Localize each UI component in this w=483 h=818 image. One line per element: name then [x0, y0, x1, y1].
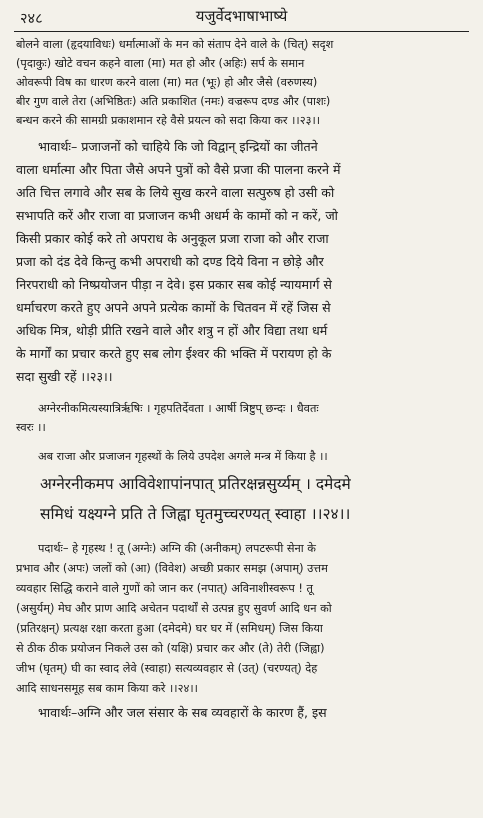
- text-line: बीर गुण वाले तेरा (अभिष्ठितः) अति प्रकाशित (नमः) वज्ररूप दण्ड और (पाशः): [16, 95, 331, 108]
- bhavarth-line: प्रजा को दंड देवे किन्तु कभी अपराधी को दण्ड दिये विना न छोड़े और: [16, 254, 324, 269]
- bhavarth-line: के मार्गों का प्रचार करते हुए सब लोग ईश्वर की भक्ति में परायण हो के: [16, 346, 332, 361]
- padarth-line: व्यवहार सिद्धि कराने वाले गुणों को जान कर (नपात्) अविनाशीस्वरूप ! तू: [16, 582, 313, 595]
- text-line: ओवरूपी विष का धारण करने वाला (मा) मत (भूः) हो और जैसे (वरुणस्य): [16, 76, 318, 89]
- rishi-line: अग्नेरनीकमित्यस्यात्रिर्ऋषिः । गृहपतिर्देवता । आर्षी त्रिष्टुप् छन्दः । धैवतः: [38, 402, 319, 415]
- bhavarth-line: सदा सुखी रहें ।।२३।।: [16, 369, 113, 384]
- mantra-line: अग्नेरनीकमप आविवेशापांनपात् प्रतिरक्षन्नसुर्य्यम् । दमेदमे: [40, 475, 351, 493]
- text-line: बन्धन करने की सामग्री प्रकाशमान रहे वैसे प्रयत्न को सदा किया कर ।।२३।।: [16, 114, 321, 127]
- mantra-line: समिधं यक्ष्यग्ने प्रति ते जिह्वा घृतमुच्चरण्यत् स्वाहा ।।२४।।: [40, 505, 351, 523]
- header-rule: [14, 31, 469, 32]
- bhavarth-line: वाला धर्मात्मा और पिता जैसे अपने पुत्रों को वैसे प्रजा की पालना करने में: [16, 162, 341, 177]
- bhavarth-line: किसी प्रकार कोई करे तो अपराध के अनुकूल प्रजा राजा को और राजा: [16, 231, 329, 246]
- bhavarth-line: धर्माचरण करते हुए अपने अपने प्रत्येक कामों के चितवन में रहें जिस से: [16, 300, 331, 315]
- text-line: (पृदाकुः) खोटे वचन कहने वाला (मा) मत हो और (अहिः) सर्प के समान: [16, 57, 305, 70]
- page-header: [14, 6, 469, 32]
- bhavarth-line: अति चित्त लगावे और सब के लिये सुख करने वाला सत्पुरुष हो उसी को: [16, 185, 335, 200]
- running-title: यजुर्वेदभाषाभाष्ये: [195, 7, 288, 25]
- bhavarth-line: भावार्थः–अग्नि और जल संसार के सब व्यवहारों के कारण हैं, इस: [38, 705, 327, 720]
- padarth-line: प्रभाव और (अपः) जलों को (आ) (विवेश) अच्छी प्रकार समझ (अपाम्) उत्तम: [16, 562, 328, 575]
- padarth-line: (असुर्यम्) मेघ और प्राण आदि अचेतन पदार्थों से उत्पन्न हुए सुवर्ण आदि धन को: [16, 602, 332, 615]
- bhavarth-line: अधिक मित्र, थोड़ी प्रीति रखने वाले और शत्रु न हों और विद्या तथा धर्म: [16, 323, 328, 338]
- text-line: बोलने वाला (हृदयाविधः) धर्मात्माओं के मन को संताप देने वाले के (चित्) सदृश: [16, 38, 334, 51]
- rishi-line: स्वरः ।।: [16, 421, 46, 434]
- page-number: २४८: [20, 11, 43, 27]
- bhavarth-line: भावार्थः– प्रजाजनों को चाहिये कि जो विद्वान् इन्द्रियों का जीतने: [38, 139, 318, 154]
- padarth-line: पदार्थः– हे गृहस्थ ! तू (अग्नेः) अग्नि की (अनीकम्) लपटरूपी सेना के: [38, 542, 316, 555]
- padarth-line: आदि साधनसमूह सब काम किया करे ।।२४।।: [16, 682, 198, 695]
- padarth-line: जीभ (घृतम्) घी का स्वाद लेवे (स्वाहा) सत्यव्यवहार से (उत्) (चरण्यत्) देह: [16, 662, 318, 675]
- bhavarth-line: सभापति करें और राजा वा प्रजाजन कभी अधर्म के कामों को न करें, जो: [16, 208, 338, 223]
- intro-line: अब राजा और प्रजाजन गृहस्थों के लिये उपदेश अगले मन्त्र में किया है ।।: [38, 450, 328, 463]
- padarth-line: से ठीक ठीक प्रयोजन निकले उस को (यक्षि) प्रचार कर और (ते) तेरी (जिह्वा): [16, 642, 325, 655]
- padarth-line: (प्रतिरक्षन्) प्रत्यक्ष रक्षा करता हुआ (दमेदमे) घर घर में (समिधम्) जिस किया: [16, 622, 323, 635]
- bhavarth-line: निरपराधी को निष्प्रयोजन पीड़ा न देवे। इस प्रकार सब कोई न्यायमार्ग से: [16, 277, 332, 292]
